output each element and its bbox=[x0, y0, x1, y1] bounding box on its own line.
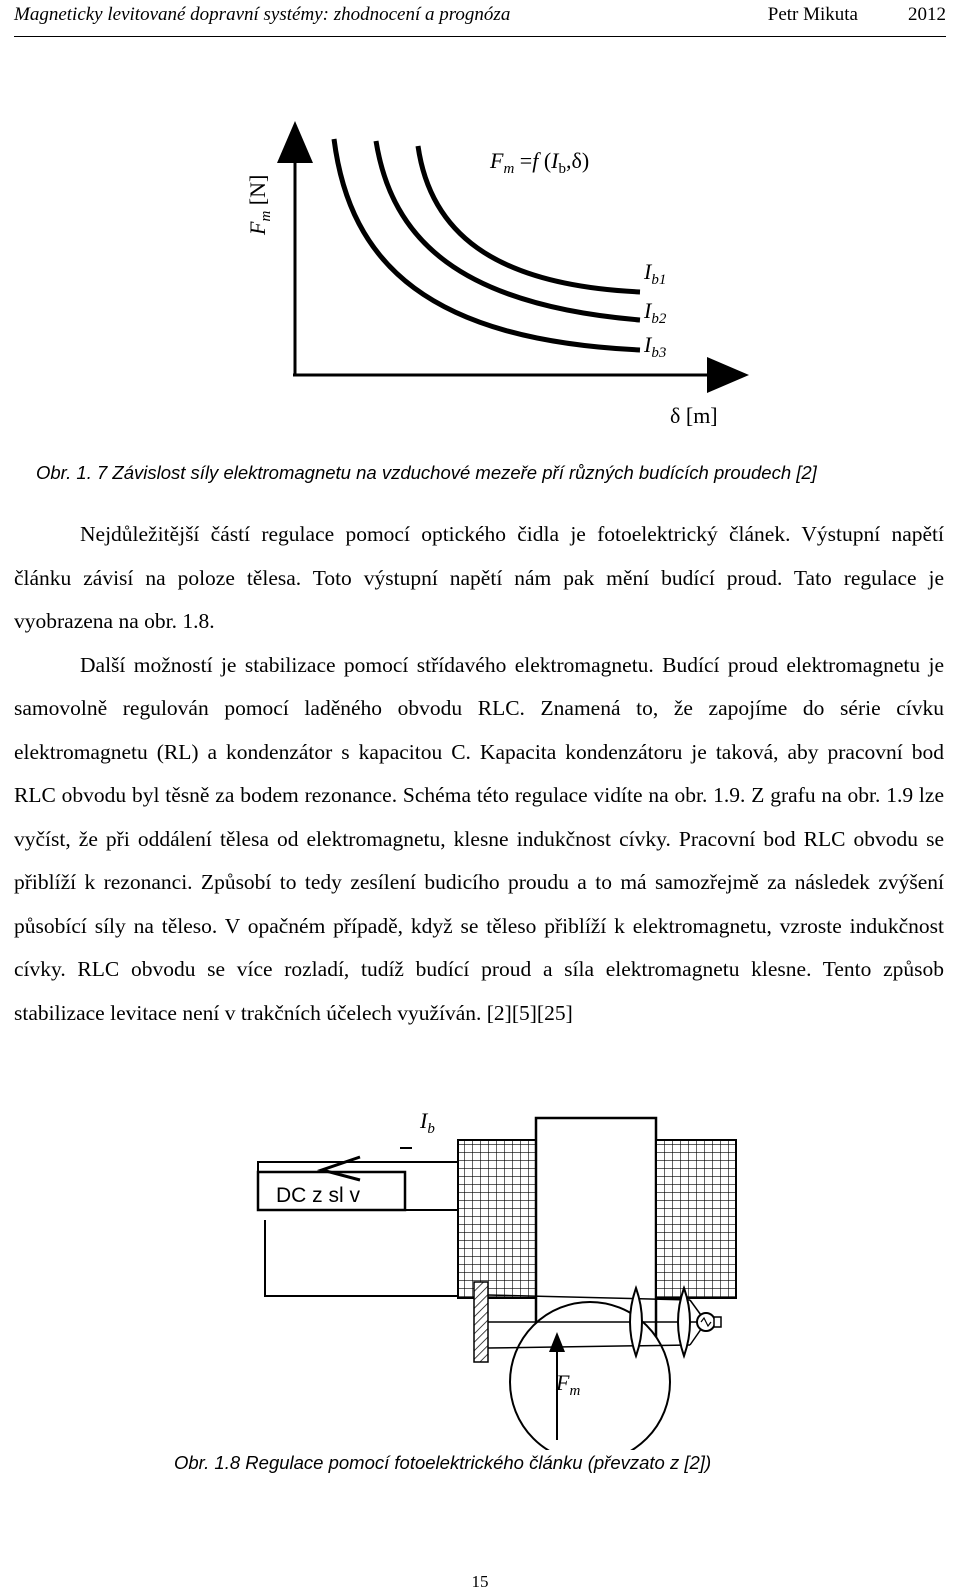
page-number: 15 bbox=[471, 1572, 489, 1591]
coil-right bbox=[656, 1140, 736, 1298]
figure-photoelectric-schematic bbox=[0, 1100, 960, 1450]
body-text bbox=[14, 513, 944, 1035]
wire-feedback bbox=[265, 1220, 474, 1296]
author-name: Petr Mikuta bbox=[767, 4, 858, 25]
levitating-body bbox=[510, 1302, 670, 1450]
x-axis-label: δ [m] bbox=[670, 403, 718, 428]
paragraph-optical-sensor: Nejdůležitější částí regulace pomocí optického čidla je fotoelektrický článek. Výstupní napětí článku závisí na poloze tělesa. Toto výstupní napětí nám pak mění budící proud. Tato regulace je vyobrazena na obr. 1.8. bbox=[14, 522, 944, 633]
curve-label-ib2: $I_{b2}$ bbox=[644, 298, 667, 327]
curve-label-ib1: $I_{b1}$ bbox=[644, 259, 667, 288]
figure1-caption: Obr. 1. 7 Závislost síly elektromagnetu na vzduchové mezeře pří různých budících proudech [2] bbox=[36, 462, 817, 483]
running-header bbox=[14, 0, 946, 37]
document-title: Magneticky levitované dopravní systémy: zhodnocení a prognóza bbox=[14, 4, 511, 25]
formula-label: $F_m =f$ $(I_b,\delta)$ bbox=[490, 148, 590, 177]
force-label: $F_m$ bbox=[556, 1370, 581, 1399]
coil-left bbox=[458, 1140, 538, 1298]
amplifier-label: DC z sl v bbox=[276, 1184, 360, 1207]
paragraph-ac-electromagnet: Další možností je stabilizace pomocí střídavého elektromagnetu. Budící proud elektromagnetu je samovolně regulován pomocí laděného obvodu RLC. Znamená to, že zapojíme do série cívku elektromagnetu (RL) a kondenzátor s kapacitou C. Kapacita kondenzátoru je taková, aby pracovní bod RLC obvodu byl těsně za bodem rezonance. Schéma této regulace vidíte na obr. 1.9. Z grafu na obr. 1.9 lze vyčíst, že při oddálení tělesa od elektromagnetu, klesne indukčnost cívky. Pracovní bod RLC obvodu se přiblíží k rezonanci. Způsobí to tedy zesílení budicího proudu a to má samozřejmě za následek zvýšení působící síly na těleso. V opačném případě, když se těleso přiblíží k elektromagnetu, vzroste indukčnost cívky. RLC obvodu se více rozladí, tudíž budící proud a síla elektromagnetu klesne. Tento způsob stabilizace levitace není v trakčních účelech využíván. [2][5][25] bbox=[14, 652, 944, 1025]
header-year: 2012 bbox=[908, 4, 946, 25]
figure-force-gap-chart bbox=[0, 40, 960, 440]
photo-cell bbox=[474, 1282, 488, 1362]
curve-ib3 bbox=[334, 139, 640, 350]
curve-label-ib3: $I_{b3}$ bbox=[644, 332, 667, 361]
light-bulb-icon bbox=[697, 1313, 721, 1331]
figure2-caption: Obr. 1.8 Regulace pomocí fotoelektrického článku (převzato z [2]) bbox=[174, 1452, 712, 1473]
y-axis-label: $F_m$ [N] bbox=[245, 174, 274, 235]
current-label: $I_b$ bbox=[420, 1108, 435, 1137]
